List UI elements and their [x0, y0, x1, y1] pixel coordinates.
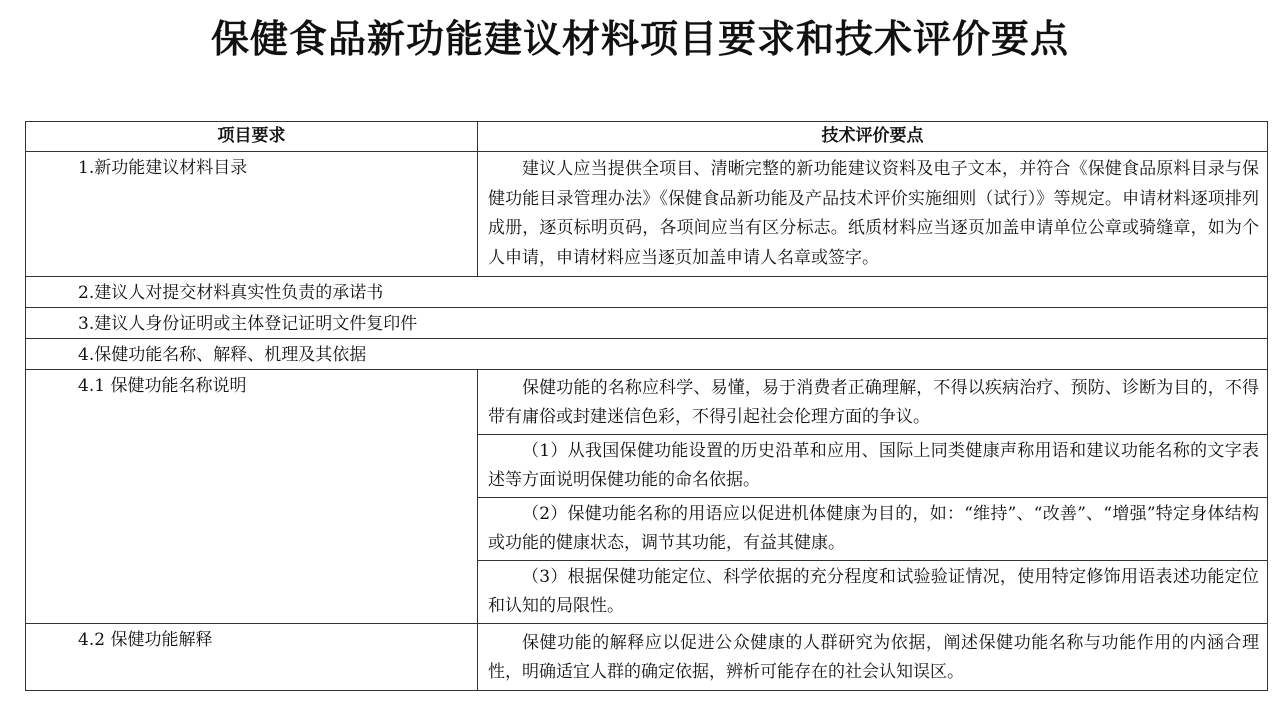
row-requirement: 4.1 保健功能名称说明 [26, 370, 478, 624]
row-evaluation: 保健功能的名称应科学、易懂，易于消费者正确理解，不得以疾病治疗、预防、诊断为目的，不得带有庸俗或封建迷信色彩，不得引起社会伦理方面的争议。 [478, 370, 1268, 435]
table-header-row [26, 122, 1268, 152]
row-evaluation: 保健功能的解释应以促进公众健康的人群研究为依据，阐述保健功能名称与功能作用的内涵合理性，明确适宜人群的确定依据，辨析可能存在的社会认知误区。 [478, 624, 1268, 691]
table-row [26, 339, 1268, 370]
row-requirement: 2.建议人对提交材料真实性负责的承诺书 [26, 277, 1268, 308]
row-evaluation: （2）保健功能名称的用语应以促进机体健康为目的，如：“维持”、“改善”、“增强”特定身体结构或功能的健康状态，调节其功能，有益其健康。 [478, 498, 1268, 561]
row-requirement: 1.新功能建议材料目录 [26, 152, 478, 277]
row-requirement: 3.建议人身份证明或主体登记证明文件复印件 [26, 308, 1268, 339]
table-row [26, 152, 1268, 277]
page-title: 保健食品新功能建议材料项目要求和技术评价要点 [210, 17, 1069, 61]
row-evaluation: （1）从我国保健功能设置的历史沿革和应用、国际上同类健康声称用语和建议功能名称的文字表述等方面说明保健功能的命名依据。 [478, 435, 1268, 498]
table-row [26, 277, 1268, 308]
header-requirement: 项目要求 [26, 122, 478, 152]
row-evaluation: 建议人应当提供全项目、清晰完整的新功能建议资料及电子文本，并符合《保健食品原料目录与保健功能目录管理办法》《保健食品新功能及产品技术评价实施细则（试行）》等规定。申请材料逐项排列成册，逐页标明页码，各项间应当有区分标志。纸质材料应当逐页加盖申请单位公章或骑缝章，如为个人申请，申请材料应当逐页加盖申请人名章或签字。 [478, 152, 1268, 277]
row-requirement: 4.2 保健功能解释 [26, 624, 478, 691]
row-requirement: 4.保健功能名称、解释、机理及其依据 [26, 339, 1268, 370]
requirements-table [25, 121, 1268, 691]
row-evaluation: （3）根据保健功能定位、科学依据的充分程度和试验验证情况，使用特定修饰用语表述功能定位和认知的局限性。 [478, 561, 1268, 624]
table-row [26, 308, 1268, 339]
table-row [26, 370, 1268, 435]
header-evaluation: 技术评价要点 [478, 122, 1268, 152]
table-row [26, 624, 1268, 691]
